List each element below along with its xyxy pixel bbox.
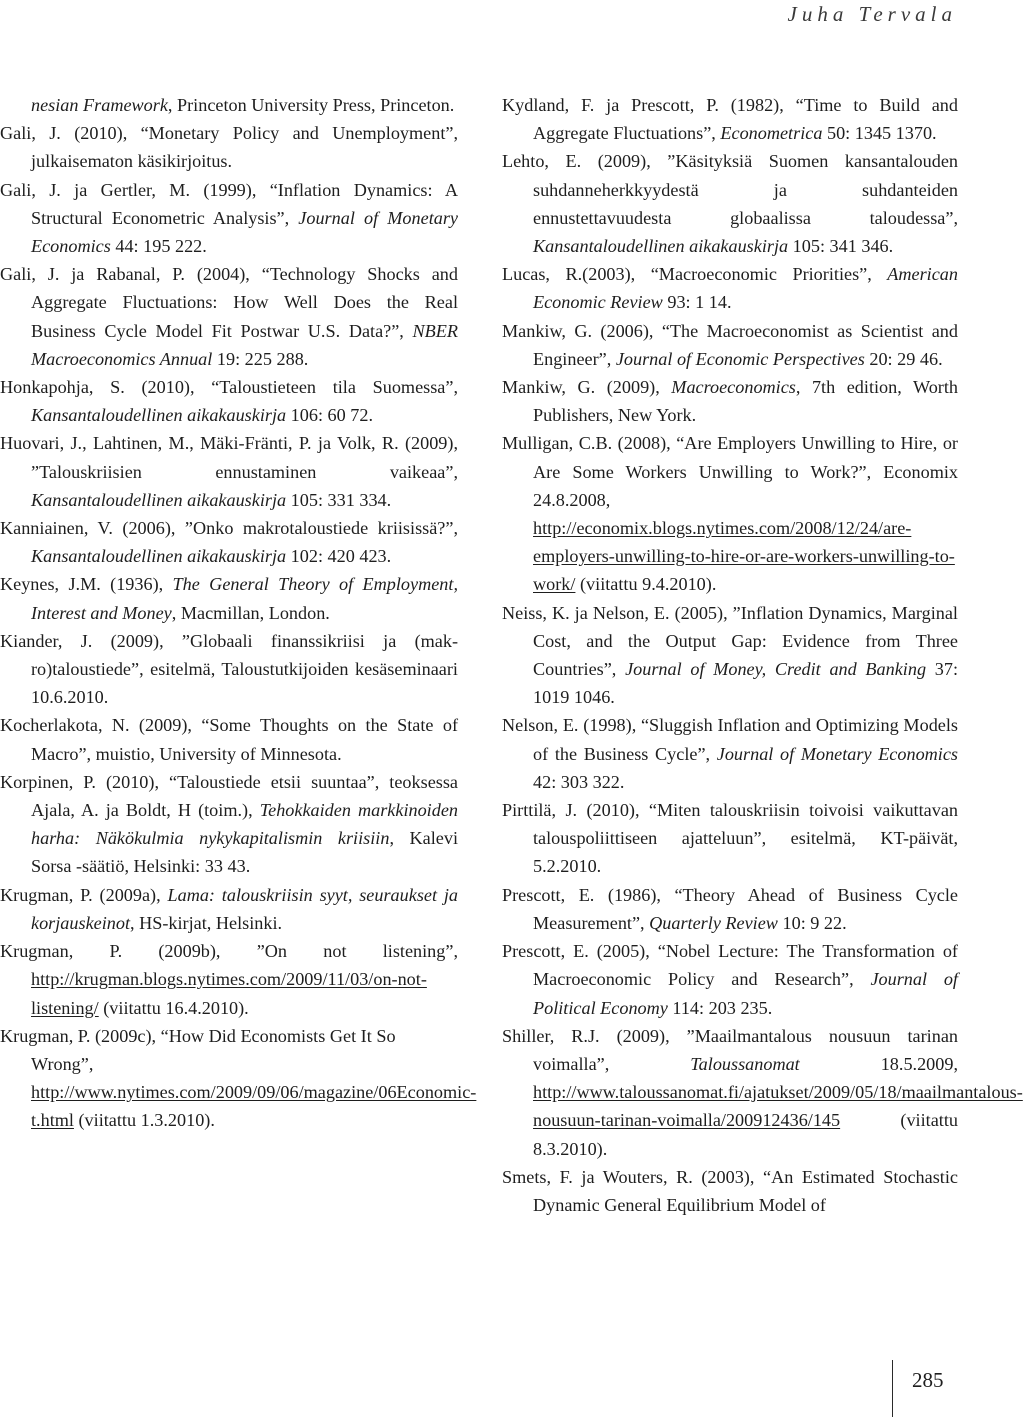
reference-entry <box>0 768 458 881</box>
reference-text: Mankiw, G. (2006), “The Macroeconomist as Scientist and Engineer”, <box>502 320 958 369</box>
reference-text: Krugman, P. (2009b), ”On not listening”, <box>0 941 458 962</box>
reference-text: , Macmillan, London. <box>171 602 330 623</box>
reference-text: Neiss, K. ja Nelson, E. (2005), ”Inflation Dynamics, Marginal Cost, and the Output Gap: Evidence from Three Countries”, <box>502 602 958 680</box>
reference-entry <box>0 260 458 373</box>
reference-entry <box>502 373 958 429</box>
reference-text: 18.5.2009, <box>799 1053 958 1074</box>
reference-text: 114: 203 235. <box>667 997 773 1018</box>
reference-entry <box>0 627 458 712</box>
reference-title: Journal of Money, Credit and Banking <box>625 659 927 680</box>
reference-text: Pirttilä, J. (2010), “Miten talouskriisin toivoisi vaikuttavan talouspoliittiseen ajatteluun”, esitelmä, KT-päivät, 5.2.2010. <box>502 800 958 877</box>
reference-entry <box>502 147 958 260</box>
reference-entry <box>502 317 958 373</box>
running-head: Juha Tervala <box>787 2 957 26</box>
reference-entry <box>0 429 458 514</box>
reference-link[interactable]: http://www.nytimes.com/2009/09/06/magazine/06Economic-t.html <box>31 1082 477 1131</box>
reference-text: 105: 331 334. <box>286 489 392 510</box>
reference-entry <box>0 514 458 570</box>
reference-title: Taloussanomat <box>690 1053 800 1074</box>
reference-text: 50: 1345 1370. <box>822 123 937 144</box>
reference-text: 93: 1 14. <box>662 292 732 313</box>
reference-text: Krugman, P. (2009c), “How Did Economists Get It So Wrong”, <box>0 1025 396 1074</box>
reference-text: Prescott, E. (1986), “Theory Ahead of Business Cycle Measurement”, <box>502 884 958 933</box>
reference-text: (viitattu 16.4.2010). <box>98 997 249 1018</box>
reference-title: Kansantaloudellinen aikakauskirja <box>31 405 287 426</box>
reference-text: Lehto, E. (2009), ”Käsityksiä Suomen kansantalouden suhdanneherkkyydestä ja suhdanteiden ennustettavuudesta globaalissa taloudessa”, <box>502 151 958 228</box>
reference-entry <box>0 373 458 429</box>
reference-entry <box>0 176 458 261</box>
reference-text: 42: 303 322. <box>533 771 625 792</box>
reference-entry <box>0 711 458 767</box>
reference-text: 44: 195 222. <box>110 236 207 257</box>
reference-link[interactable]: http://economix.blogs.nytimes.com/2008/12/24/are-employers-unwilling-to-hire-or-are-workers-unwilling-to-work/ <box>533 518 955 595</box>
reference-text: 20: 29 46. <box>864 348 943 369</box>
reference-text: Smets, F. ja Wouters, R. (2003), “An Estimated Stochastic Dynamic General Equilibrium Model of <box>502 1166 958 1215</box>
reference-title: Journal of Economic Perspectives <box>615 348 865 369</box>
reference-title: Tehokkaiden markkinoiden harha: Näkökulmia nykykapitalismin kriisiin <box>31 800 458 849</box>
reference-entry <box>0 1022 477 1135</box>
reference-text: Kydland, F. ja Prescott, P. (1982), “Time to Build and Aggregate Fluctuations”, <box>502 95 958 144</box>
reference-title: American Economic Review <box>533 264 958 313</box>
reference-text: Korpinen, P. (2010), “Taloustiede etsii suuntaa”, teoksessa Ajala, A. ja Boldt, H (toim.), <box>0 771 458 821</box>
reference-title: Journal of Political Economy <box>533 969 958 1018</box>
reference-entry <box>502 91 958 147</box>
reference-title: NBER Macroeconomics Annual <box>31 320 458 369</box>
reference-title: Journal of Monetary Economics <box>716 743 959 764</box>
reference-text: 102: 420 423. <box>286 546 392 567</box>
reference-text: Gali, J. ja Rabanal, P. (2004), “Technology Shocks and Aggregate Fluctuations: How Well Does the Real Business Cycle Model Fit Postwar U.S. Data?”, <box>0 264 458 341</box>
reference-title: Lama: talouskriisin syyt, seuraukset ja korjauskeinot <box>31 884 458 933</box>
reference-title: Kansantaloudellinen aikakauskirja <box>533 236 789 257</box>
reference-text: Mulligan, C.B. (2008), “Are Employers Unwilling to Hire, or Are Some Workers Unwilling to Work?”, Economix 24.8.2008, <box>502 433 958 510</box>
reference-entry <box>0 881 458 937</box>
folio-rule <box>892 1360 893 1417</box>
reference-text: Mankiw, G. (2009), <box>502 377 672 398</box>
reference-text: , Kalevi Sorsa -säätiö, Helsinki: 33 43. <box>31 828 458 877</box>
reference-title: nesian Framework <box>31 95 168 115</box>
reference-text: Kocherlakota, N. (2009), “Some Thoughts on the State of Macro”, muistio, University of Minnesota. <box>0 715 458 764</box>
reference-text: 106: 60 72. <box>286 405 374 426</box>
reference-title: Quarterly Review <box>649 912 778 933</box>
reference-entry <box>0 119 458 175</box>
reference-entry <box>0 937 458 1022</box>
reference-link[interactable]: http://krugman.blogs.nytimes.com/2009/11/03/on-not-listening/ <box>31 969 427 1018</box>
reference-entry <box>502 937 958 1022</box>
reference-text: Prescott, E. (2005), “Nobel Lecture: The Transformation of Macroeconomic Policy and Research”, <box>502 941 958 990</box>
reference-title: Kansantaloudellinen aikakauskirja <box>31 489 287 510</box>
reference-column-left <box>0 91 477 1135</box>
reference-text: 105: 341 346. <box>788 236 894 257</box>
reference-entry <box>502 711 958 796</box>
reference-link[interactable]: http://www.taloussanomat.fi/ajatukset/2009/05/18/maailmantalous-nousuun-tarinan-voimalla/200912436/145 <box>533 1082 1023 1131</box>
reference-entry <box>502 881 958 937</box>
reference-title: The General Theory of Employment, Interest and Money <box>31 574 458 623</box>
reference-text: Huovari, J., Lahtinen, M., Mäki-Fränti, P. ja Volk, R. (2009), ”Talouskriisien ennustaminen vaikeaa”, <box>0 433 458 482</box>
reference-text: Keynes, J.M. (1936), <box>0 574 173 595</box>
reference-title: Macroeconomics <box>671 377 796 398</box>
reference-text: , HS-kirjat, Helsinki. <box>130 912 283 933</box>
reference-entry <box>0 91 458 119</box>
reference-text: Kanniainen, V. (2006), ”Onko makrotaloustiede kriisissä?”, <box>0 518 458 539</box>
reference-text: , 7th edition, Worth Publishers, New York. <box>533 377 958 426</box>
reference-entry <box>502 1163 958 1219</box>
reference-entry <box>502 599 958 712</box>
reference-text: 37: 1019 1046. <box>533 659 958 708</box>
reference-text: Honkapohja, S. (2010), “Taloustieteen tila Suomessa”, <box>0 377 458 398</box>
reference-text: (viitattu 1.3.2010). <box>73 1110 215 1131</box>
reference-text: Lucas, R.(2003), “Macroeconomic Priorities”, <box>502 264 888 285</box>
reference-text: (viitattu 9.4.2010). <box>575 574 717 595</box>
reference-title: Journal of Monetary Economics <box>31 207 458 257</box>
reference-text: , Princeton University Press, Princeton. <box>167 95 455 115</box>
reference-text: 10: 9 22. <box>777 912 847 933</box>
reference-entry <box>502 260 958 316</box>
reference-entry <box>502 429 958 598</box>
reference-title: Econometrica <box>720 123 823 144</box>
reference-text: Gali, J. ja Gertler, M. (1999), “Inflation Dynamics: A Structural Econometric Analysis”, <box>0 179 458 228</box>
reference-entry <box>502 1022 1023 1163</box>
reference-title: Kansantaloudellinen aikakauskirja <box>31 546 287 567</box>
reference-text: Shiller, R.J. (2009), ”Maailmantalous nousuun tarinan voimalla”, <box>502 1025 958 1074</box>
reference-entry <box>502 796 958 881</box>
reference-entry <box>0 570 458 626</box>
reference-text: Nelson, E. (1998), “Sluggish Inflation and Optimizing Models of the Business Cycle”, <box>502 715 958 764</box>
reference-text: Krugman, P. (2009a), <box>0 884 168 905</box>
reference-text: Gali, J. (2010), “Monetary Policy and Unemployment”, julkaisematon käsikirjoitus. <box>0 123 458 172</box>
page-number: 285 <box>912 1368 944 1392</box>
reference-text: (viitattu 8.3.2010). <box>533 1110 958 1159</box>
reference-text: 19: 225 288. <box>212 348 309 369</box>
reference-column-right <box>502 91 1023 1219</box>
reference-text: Kiander, J. (2009), ”Globaali finanssikriisi ja (makro)taloustiede”, esitelmä, Taloustutkijoiden kesäseminaari 10.6.2010. <box>0 630 458 708</box>
